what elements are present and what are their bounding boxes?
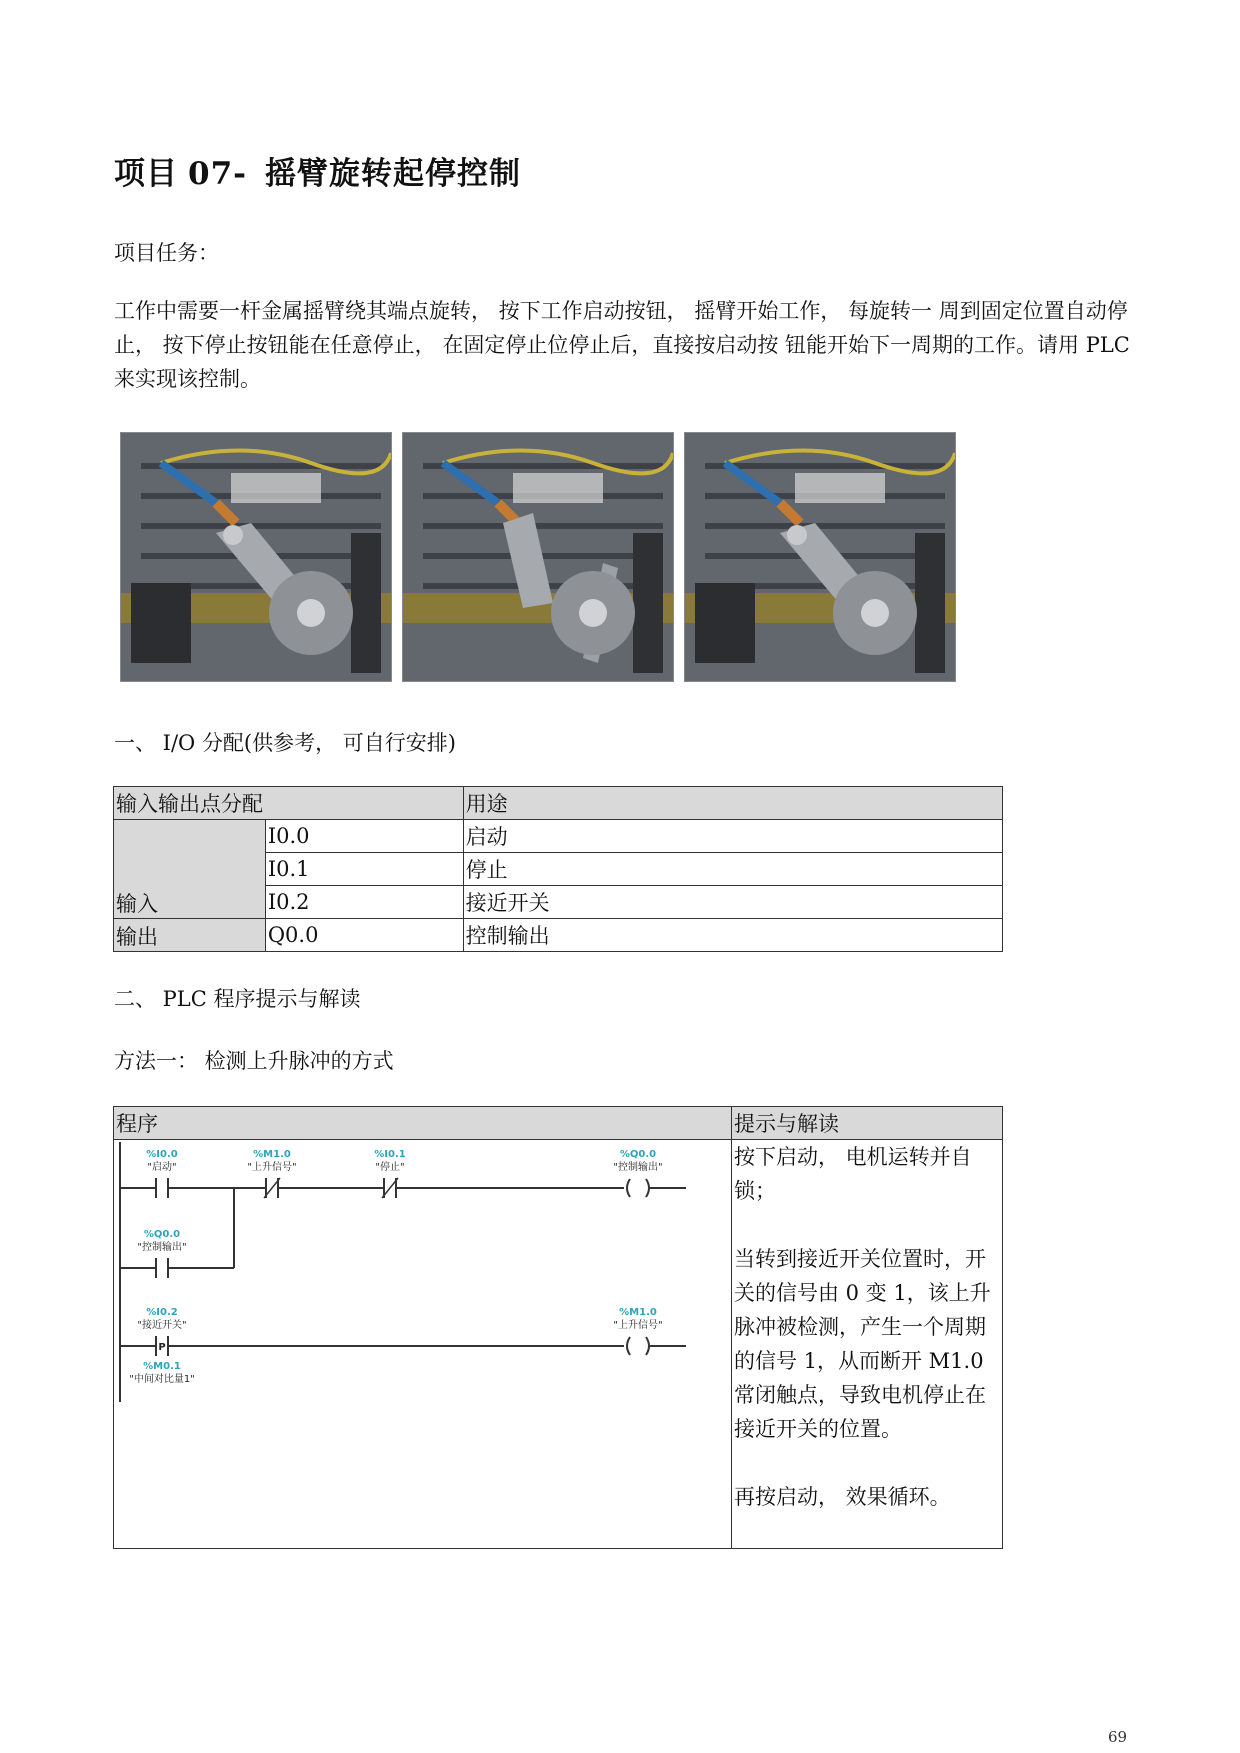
hint-paragraph: 再按启动， 效果循环。 — [733, 1485, 951, 1509]
io-table-header — [114, 787, 1003, 820]
io-group-output: 输出 — [114, 919, 266, 952]
io-usage: 启动 — [463, 820, 1002, 853]
io-usage: 接近开关 — [463, 886, 1002, 919]
program-row — [114, 1140, 1003, 1549]
rocker-arm-photos — [120, 432, 970, 682]
coil-rising-address: %M1.0 — [619, 1307, 657, 1318]
io-header-assignment: 输入输出点分配 — [114, 787, 464, 820]
ladder-cell — [114, 1140, 732, 1549]
contact-stop-label: "停止" — [375, 1162, 405, 1173]
coil-rising-label: "上升信号" — [613, 1320, 663, 1331]
contact-proximity-label: "接近开关" — [137, 1320, 187, 1331]
hint-paragraph: 按下启动， 电机运转并自 锁； — [733, 1145, 972, 1203]
hint-cell — [731, 1140, 1002, 1549]
task-label: 项目任务： — [114, 241, 219, 265]
hint-paragraph: 当转到接近开关位置时，开 关的信号由 0 变 1，该上升 脉冲被检测，产生一个周期 的信号 1，从而断开 M1.0 常闭触点，导致电机停止在 接近开关的位置。 — [733, 1247, 991, 1441]
program-table-header — [114, 1107, 1003, 1140]
table-row — [114, 919, 1003, 952]
io-address: I0.2 — [265, 886, 463, 919]
page-title — [114, 148, 521, 193]
task-description: 工作中需要一杆金属摇臂绕其端点旋转， 按下工作启动按钮， 摇臂开始工作， 每旋转一 周到固定位置自动停止， 按下停止按钮能在任意停止， 在固定停止位停止后，直接按启动按 钮能开始下一周期的工作。请用 PLC 来实现该控制。 — [114, 299, 1130, 391]
io-assignment-table — [113, 786, 1003, 952]
program-table — [113, 1106, 1003, 1549]
contact-rising-address: %M1.0 — [253, 1149, 291, 1160]
table-row — [114, 820, 1003, 853]
hint-header: 提示与解读 — [731, 1107, 1002, 1140]
io-usage: 停止 — [463, 853, 1002, 886]
title-prefix: 项目 — [114, 156, 178, 192]
coil-output-address: %Q0.0 — [619, 1149, 657, 1160]
page-number: 69 — [1108, 1728, 1128, 1746]
ladder-svg — [114, 1140, 726, 1548]
edge-memory-address: %M0.1 — [143, 1361, 181, 1372]
rocker-arm-photo-2 — [402, 432, 674, 682]
ladder-diagram — [114, 1140, 726, 1548]
section-io-heading: 一、 I/O 分配(供参考， 可自行安排) — [114, 731, 456, 755]
io-group-input: 输入 — [114, 820, 266, 919]
contact-start-label: "启动" — [147, 1162, 177, 1173]
io-address: I0.0 — [265, 820, 463, 853]
section-plc-heading: 二、 PLC 程序提示与解读 — [114, 987, 361, 1011]
program-header: 程序 — [114, 1107, 732, 1140]
edge-memory-label: "中间对比量1" — [129, 1374, 195, 1385]
coil-output-label: "控制输出" — [613, 1162, 663, 1173]
rocker-arm-photo-1 — [120, 432, 392, 682]
io-address: Q0.0 — [265, 919, 463, 952]
rising-edge-mark: P — [158, 1342, 166, 1353]
title-number: 07- — [188, 156, 248, 192]
rocker-arm-photo-3 — [684, 432, 956, 682]
contact-start-address: %I0.0 — [146, 1149, 178, 1160]
io-header-usage: 用途 — [463, 787, 1002, 820]
method-one-heading: 方法一： 检测上升脉冲的方式 — [114, 1049, 394, 1073]
contact-holding-address: %Q0.0 — [143, 1229, 181, 1240]
contact-stop-address: %I0.1 — [374, 1149, 406, 1160]
contact-holding-label: "控制输出" — [137, 1242, 187, 1253]
contact-proximity-address: %I0.2 — [146, 1307, 178, 1318]
io-address: I0.1 — [265, 853, 463, 886]
title-text: 摇臂旋转起停控制 — [265, 156, 522, 192]
io-usage: 控制输出 — [463, 919, 1002, 952]
contact-rising-label: "上升信号" — [247, 1162, 297, 1173]
